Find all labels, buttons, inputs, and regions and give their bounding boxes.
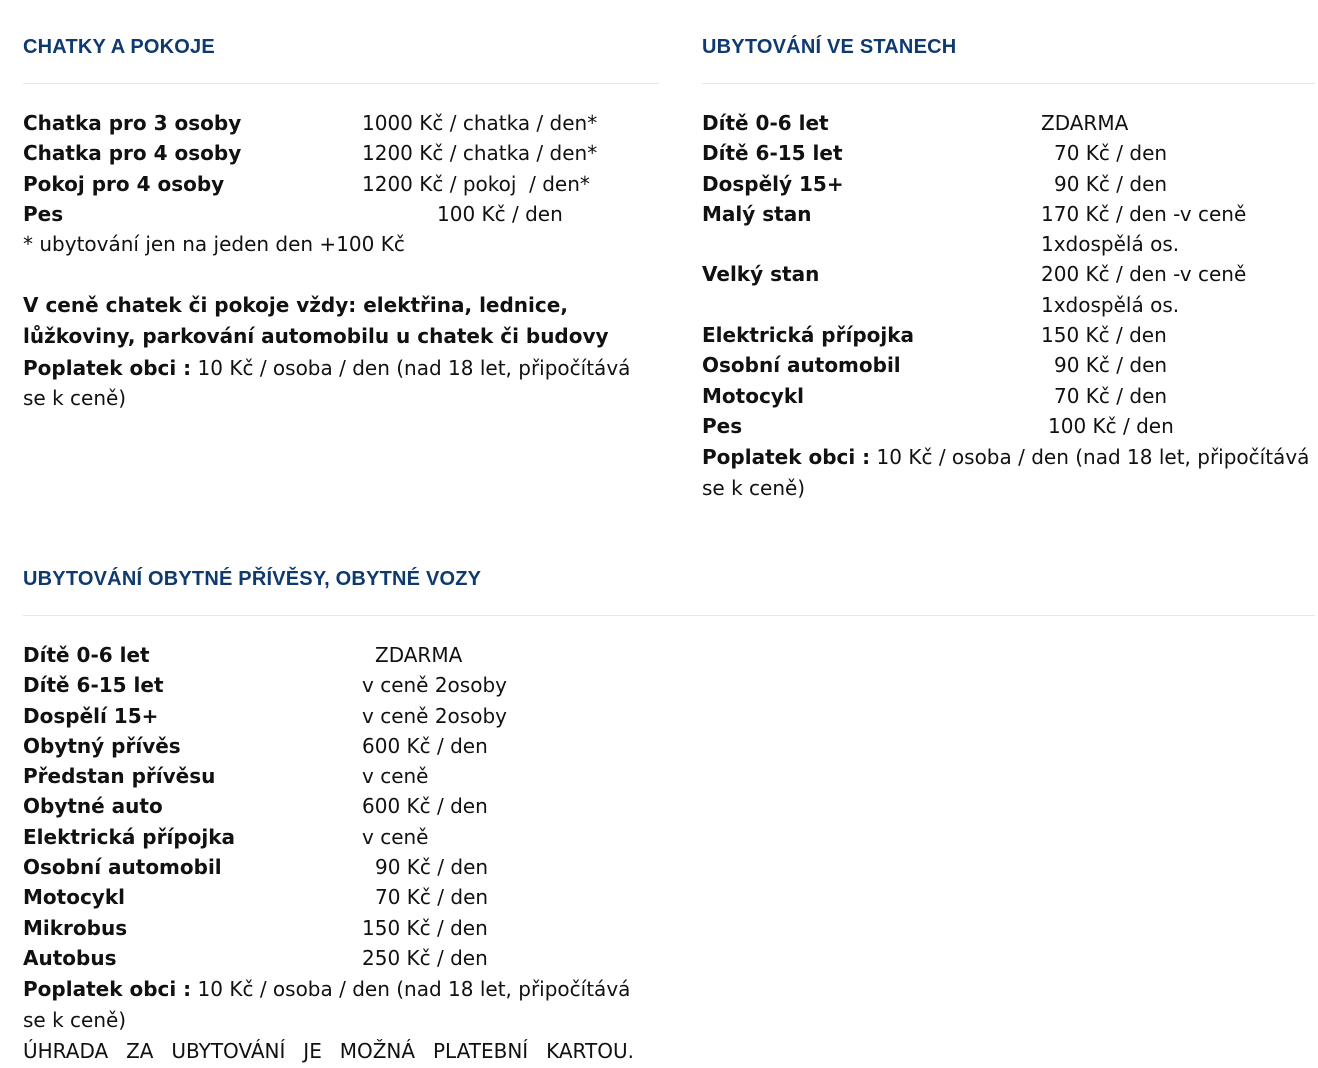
- payment-note-word: ZA: [126, 1038, 154, 1063]
- price-value: ZDARMA: [1041, 111, 1129, 135]
- price-value: 600 Kč / den: [362, 733, 488, 758]
- price-label: Dospělí 15+: [23, 703, 159, 728]
- price-row: [23, 822, 1315, 852]
- price-row: [23, 169, 659, 199]
- price-value: 70 Kč / den: [375, 885, 489, 910]
- price-row: [23, 108, 659, 138]
- fee-label: Poplatek obci :: [23, 356, 192, 381]
- price-row: [702, 138, 1315, 168]
- price-value: 150 Kč / den: [1041, 323, 1167, 348]
- price-label: Obytné auto: [23, 794, 163, 819]
- price-row: [702, 320, 1315, 350]
- payment-note-word: ÚHRADA: [23, 1038, 109, 1063]
- cabins-price-list: [23, 108, 659, 229]
- price-label: Malý stan: [702, 201, 812, 226]
- price-value: 1200 Kč / chatka / den*: [362, 141, 598, 166]
- payment-note-word: JE: [303, 1038, 322, 1063]
- price-label: Chatka pro 3 osoby: [23, 111, 242, 135]
- tents-price-list: [702, 108, 1315, 441]
- tents-municipal-fee: [702, 442, 1312, 503]
- price-value: 100 Kč / den: [1048, 413, 1174, 438]
- price-row: [23, 731, 1315, 761]
- price-row: [23, 943, 1315, 973]
- price-label: Obytný přívěs: [23, 733, 181, 758]
- tents-section: [702, 32, 1315, 503]
- fee-text: 10 Kč / osoba / den (nad 18 let, připočítává se k ceně): [702, 445, 1310, 500]
- price-value: 200 Kč / den -v ceně 1xdospělá os.: [1041, 262, 1247, 317]
- fee-label: Poplatek obci :: [23, 977, 192, 1002]
- price-row: [23, 640, 1315, 670]
- price-label: Dítě 0-6 let: [23, 643, 150, 667]
- price-value: v ceně: [362, 764, 429, 789]
- price-label: Mikrobus: [23, 915, 128, 940]
- price-label: Předstan přívěsu: [23, 764, 216, 789]
- fee-text: 10 Kč / osoba / den (nad 18 let, připočítává se k ceně): [23, 356, 631, 411]
- divider: [702, 83, 1315, 84]
- caravans-price-list: [23, 640, 1315, 973]
- fee-label: Poplatek obci :: [702, 445, 871, 470]
- price-row: [23, 913, 1315, 943]
- price-label: Osobní automobil: [702, 353, 901, 378]
- price-value: 70 Kč / den: [1054, 383, 1168, 408]
- caravans-municipal-fee: [23, 974, 633, 1035]
- cabins-included-note: V ceně chatek či pokoje vždy: elektřina, lednice, lůžkoviny, parkování automobilu u chatek či budovy: [23, 293, 609, 348]
- cabins-section: [23, 32, 659, 414]
- payment-note-word: PLATEBNÍ: [432, 1038, 529, 1063]
- divider: [23, 83, 659, 84]
- payment-note-word: UBYTOVÁNÍ: [171, 1038, 286, 1063]
- price-row: [23, 138, 659, 168]
- price-label: Dítě 6-15 let: [702, 141, 843, 166]
- price-row: [23, 670, 1315, 700]
- price-label: Pokoj pro 4 osoby: [23, 171, 225, 196]
- price-row: [702, 411, 1315, 441]
- price-row: [23, 852, 1315, 882]
- price-label: Elektrická přípojka: [23, 824, 236, 849]
- price-row: [23, 791, 1315, 821]
- price-label: Pes: [702, 413, 743, 438]
- price-label: Dospělý 15+: [702, 171, 844, 196]
- card-payment-note: [23, 1036, 634, 1066]
- price-value: 70 Kč / den: [1054, 141, 1168, 166]
- price-row: [23, 882, 1315, 912]
- price-label: Osobní automobil: [23, 855, 222, 880]
- payment-note-word: KARTOU.: [546, 1038, 634, 1063]
- price-row: [702, 350, 1315, 380]
- price-value: 600 Kč / den: [362, 794, 488, 819]
- price-value: ZDARMA: [375, 643, 463, 667]
- cabins-footnote: * ubytování jen na jeden den +100 Kč: [23, 232, 405, 257]
- price-label: Autobus: [23, 945, 117, 970]
- divider: [23, 615, 1315, 616]
- price-value: v ceně: [362, 824, 429, 849]
- price-label: Pes: [23, 201, 64, 226]
- price-value: v ceně 2osoby: [362, 673, 507, 698]
- price-label: Motocykl: [23, 885, 125, 910]
- price-label: Dítě 6-15 let: [23, 673, 164, 698]
- price-value: 90 Kč / den: [1054, 353, 1168, 378]
- payment-note-word: MOŽNÁ: [339, 1038, 416, 1063]
- price-label: Chatka pro 4 osoby: [23, 141, 242, 166]
- price-value: 1000 Kč / chatka / den*: [362, 111, 598, 135]
- price-row: [702, 108, 1315, 138]
- price-label: Dítě 0-6 let: [702, 111, 829, 135]
- price-value: v ceně 2osoby: [362, 703, 507, 728]
- price-value: 90 Kč / den: [375, 855, 489, 880]
- price-value: 170 Kč / den -v ceně 1xdospělá os.: [1041, 201, 1247, 257]
- price-row: [702, 199, 1315, 260]
- price-label: Velký stan: [702, 262, 820, 287]
- caravans-heading: UBYTOVÁNÍ OBYTNÉ PŘÍVĚSY, OBYTNÉ VOZY: [23, 568, 482, 590]
- price-value: 250 Kč / den: [362, 945, 488, 970]
- price-row: [23, 701, 1315, 731]
- caravans-section: [23, 564, 1315, 1066]
- price-row: [702, 381, 1315, 411]
- cabins-heading: CHATKY A POKOJE: [23, 36, 215, 58]
- price-value: 1200 Kč / pokoj / den*: [362, 171, 590, 196]
- price-row: [23, 199, 659, 229]
- cabins-municipal-fee: [23, 353, 633, 414]
- price-value: 90 Kč / den: [1054, 171, 1168, 196]
- price-row: [23, 761, 1315, 791]
- price-value: 100 Kč / den: [437, 201, 563, 226]
- price-label: Elektrická přípojka: [702, 323, 915, 348]
- price-label: Motocykl: [702, 383, 804, 408]
- price-value: 150 Kč / den: [362, 915, 488, 940]
- price-row: [702, 259, 1315, 320]
- fee-text: 10 Kč / osoba / den (nad 18 let, připočítává se k ceně): [23, 977, 631, 1032]
- tents-heading: UBYTOVÁNÍ VE STANECH: [702, 36, 957, 58]
- price-row: [702, 169, 1315, 199]
